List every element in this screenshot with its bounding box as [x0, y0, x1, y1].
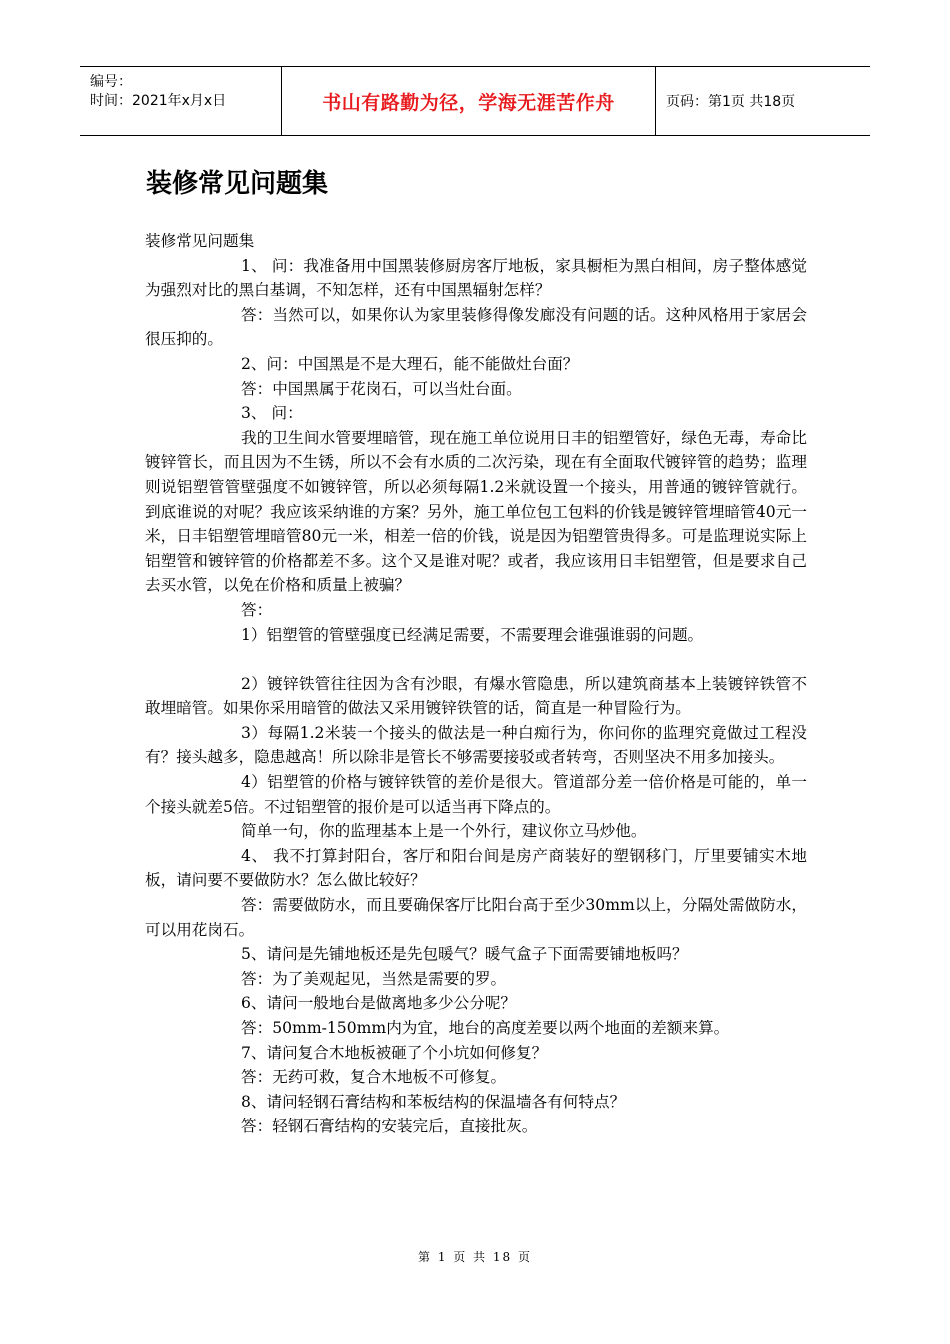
header-page-info: 页码：第1页 共18页	[666, 94, 796, 110]
body-paragraph: 6、请问一般地台是做离地多少公分呢？	[241, 994, 517, 1013]
body-paragraph: 4）铝塑管的价格与镀锌铁管的差价是很大。管道部分差一倍价格是可能的，单一个接头就差5倍。不过铝塑管的报价是可以适当再下降点的。	[145, 773, 807, 816]
body-paragraph: 装修常见问题集	[145, 232, 255, 250]
body-paragraph: 我的卫生间水管要埋暗管，现在施工单位说用日丰的铝塑管好，绿色无毒，寿命比镀锌管长，而且因为不生锈，所以不会有水质的二次污染，现在有全面取代镀锌管的趋势；监理则说铝塑管管壁强度不如镀锌管，所以必须每隔1.2米就设置一个接头，用普通的镀锌管就行。到底谁说的对呢？我应该采纳谁的方案？另外，施工单位包工包料的价钱是镀锌管埋暗管40元一米，日丰铝塑管埋暗管80元一米，相差一倍的价钱，说是因为铝塑管贵得多。可是监理说实际上铝塑管和镀锌管的价格都差不多。这个又是谁对呢？或者，我应该用日丰铝塑管，但是要求自己去买水管，以免在价格和质量上被骗？	[145, 428, 807, 595]
body-paragraph: 答：当然可以，如果你认为家里装修得像发廊没有问题的话。这种风格用于家居会很压抑的。	[145, 305, 807, 349]
body-paragraph: 3、 问：	[241, 404, 303, 423]
body-paragraph: 2、问：中国黑是不是大理石，能不能做灶台面？	[241, 354, 579, 373]
body-paragraph: 1、 问：我准备用中国黑装修厨房客厅地板，家具橱柜为黑白相间，房子整体感觉为强烈对比的黑白基调，不知怎样，还有中国黑辐射怎样？	[145, 256, 807, 300]
document-number-label: 编号：	[90, 74, 132, 90]
body-paragraph: 答：	[241, 600, 273, 619]
body-paragraph: 5、请问是先铺地板还是先包暖气？暖气盒子下面需要铺地板吗？	[241, 945, 688, 964]
header-motto: 书山有路勤为径，学海无涯苦作舟	[322, 91, 615, 114]
body-paragraph: 4、 我不打算封阳台，客厅和阳台间是房产商装好的塑钢移门，厅里要铺实木地板，请问要不要做防水？怎么做比较好？	[145, 846, 807, 890]
body-paragraph: 1）铝塑管的管壁强度已经满足需要，不需要理会谁强谁弱的问题。	[241, 625, 704, 644]
header-meta-cell	[80, 67, 282, 135]
body-paragraph: 答：轻钢石膏结构的安装完后，直接批灰。	[241, 1117, 538, 1136]
body-paragraph: 答：为了美观起见，当然是需要的罗。	[241, 969, 507, 988]
body-paragraph: 答：无药可救，复合木地板不可修复。	[241, 1068, 507, 1087]
body-paragraph: 答：中国黑属于花岗石，可以当灶台面。	[241, 379, 522, 398]
body-paragraph: 答：50mm-150mm内为宜，地台的高度差要以两个地面的差额来算。	[241, 1019, 730, 1037]
document-date-label: 时间：2021年x月x日	[90, 93, 227, 109]
body-paragraph: 简单一句，你的监理基本上是一个外行，建议你立马炒他。	[241, 822, 647, 841]
body-paragraph: 答：需要做防水，而且要确保客厅比阳台高于至少30mm以上，分隔处需做防水，可以用花岗石。	[145, 896, 807, 939]
body-paragraph: 8、请问轻钢石膏结构和苯板结构的保温墙各有何特点？	[241, 1092, 626, 1111]
header-motto-cell	[282, 67, 656, 135]
document-body	[145, 229, 807, 1139]
body-paragraph: 7、请问复合木地板被砸了个小坑如何修复？	[241, 1043, 548, 1062]
header-page-cell	[656, 67, 870, 135]
document-header	[80, 66, 870, 136]
page-footer: 第 1 页 共 18 页	[418, 1250, 532, 1264]
document-title: 装修常见问题集	[146, 169, 329, 199]
body-paragraph: 3）每隔1.2米装一个接头的做法是一种白痴行为，你问你的监理究竟做过工程没有？接头越多，隐患越高！所以除非是管长不够需要接驳或者转弯，否则坚决不用多加接头。	[145, 723, 807, 767]
body-paragraph	[145, 647, 807, 672]
body-paragraph: 2）镀锌铁管往往因为含有沙眼，有爆水管隐患，所以建筑商基本上装镀锌铁管不敢埋暗管。如果你采用暗管的做法又采用镀锌铁管的话，简直是一种冒险行为。	[145, 674, 807, 718]
